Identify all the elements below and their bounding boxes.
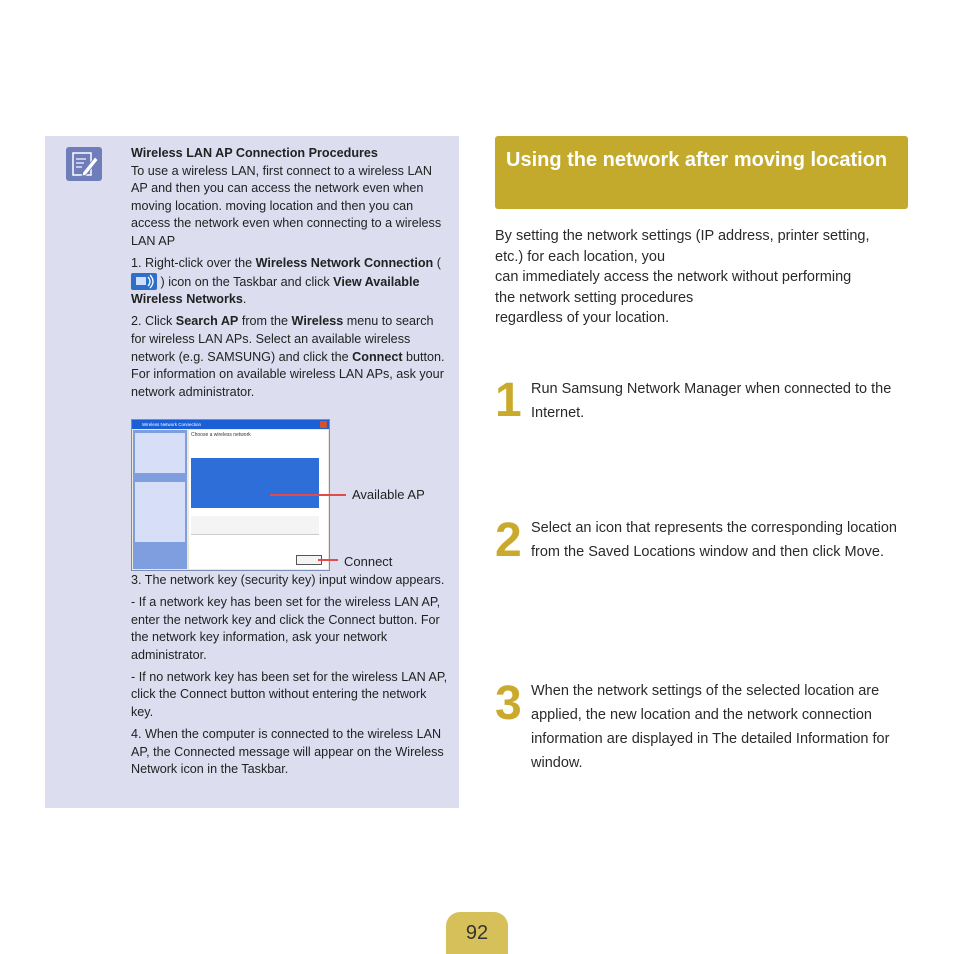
note-step-3: 3. The network key (security key) input window appears. [131,572,445,587]
callout-line-connect [318,559,338,561]
step-text-2: Select an icon that represents the corresponding location from the Saved Locations window and then click Move. [531,520,897,560]
step-text-3: When the network settings of the selected location are applied, the new location and the network connection information are displayed in The detailed Information for window. [531,683,890,771]
note-step-2: 2. Click Search AP from the Wireless menu to search for wireless LAN APs. Select an available wireless network (e.g. SAMSUNG) and click the Connect button. For information on available wireless LAN APs, ask your network administrator. [131,314,445,399]
screenshot-heading: Choose a wireless network [191,432,251,438]
network-tasks-box [135,433,185,473]
selected-network-row [191,458,319,508]
pencil-note-icon [66,147,102,181]
section-intro: By setting the network settings (IP address, printer setting, etc.) for each location, you can immediately access the network without performing the network setting procedures regardless of your location. [495,228,870,326]
screenshot-sidebar [133,430,187,569]
note-bullet-2: - If no network key has been set for the wireless LAN AP, click the Connect button without entering the network key. [131,669,448,719]
wireless-network-icon [131,273,157,290]
step-number-2: 2 [495,514,522,567]
note-bullet-1: - If a network key has been set for the wireless LAN AP, enter the network key and click the Connect button. For the network key information, ask your network administrator. [131,594,441,662]
callout-available-ap: Available AP [352,487,425,502]
note-intro: To use a wireless LAN, first connect to a wireless LAN AP and then you can access the network even when moving location. moving location and then you can access the network even when connecting to a wireless LAN AP [131,163,442,248]
screenshot-titlebar: Wireless Network Connection [132,420,329,429]
note-heading: Wireless LAN AP Connection Procedures [131,146,378,160]
note-step-1: 1. Right-click over the Wireless Network Connection ( ) icon on the Taskbar and click View Available Wireless Networks. [131,256,441,307]
callout-connect: Connect [344,554,393,569]
page-number: 92 [465,922,489,944]
note-step-4: 4. When the computer is connected to the wireless LAN AP, the Connected message will appear on the Wireless Network icon in the Taskbar. [131,727,444,777]
callout-line-available [270,494,346,496]
close-icon [320,421,327,428]
step-text-1: Run Samsung Network Manager when connected to the Internet. [531,381,892,421]
related-tasks-box [135,482,185,542]
step-number-1: 1 [495,374,522,427]
network-row [191,516,319,535]
section-title: Using the network after moving location [506,149,888,171]
step-number-3: 3 [495,677,522,730]
screenshot-main [189,430,328,569]
